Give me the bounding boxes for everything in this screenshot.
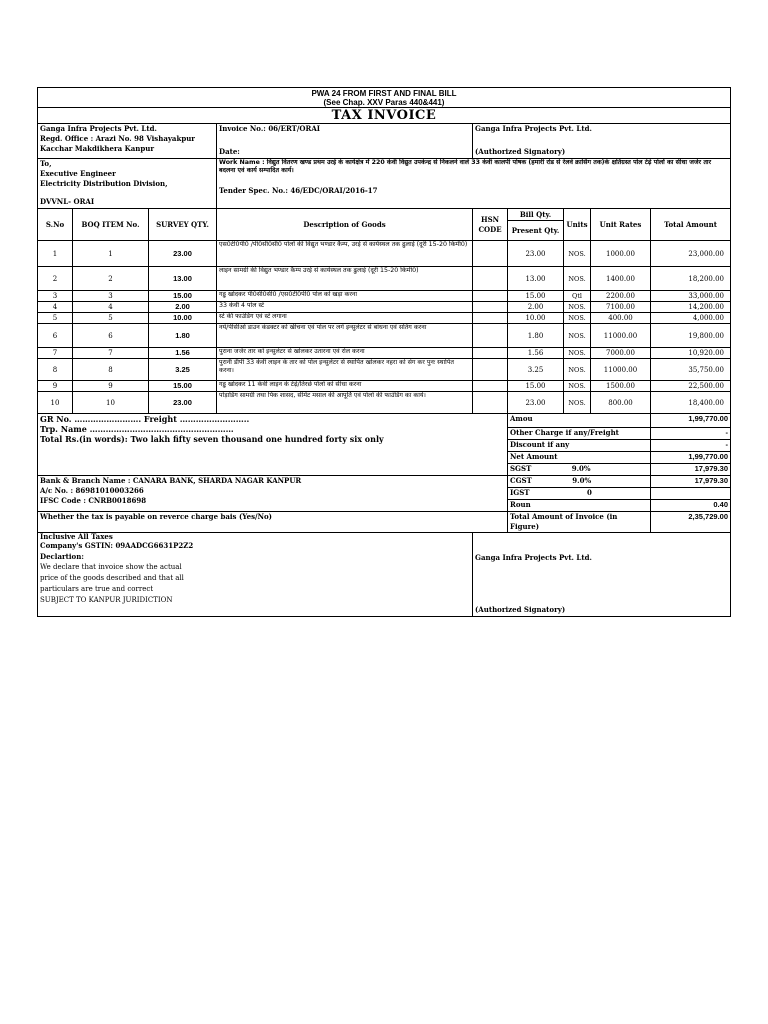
item-survey-qty: 23.00: [149, 392, 217, 414]
item-boq: 1: [73, 241, 149, 267]
amount-label: Amou: [508, 414, 651, 428]
item-present-qty: 13.00: [508, 267, 564, 291]
right-company-name: Ganga Infra Projects Pvt. Ltd.: [475, 124, 592, 133]
item-units: NOS.: [564, 381, 591, 392]
col-unit-rate: Unit Rates: [591, 209, 651, 241]
igst-value: [651, 488, 731, 500]
declaration-line3: particulars are true and correct: [40, 585, 154, 593]
item-units: NOS.: [564, 313, 591, 324]
item-present-qty: 23.00: [508, 241, 564, 267]
item-sno: 9: [38, 381, 73, 392]
col-bill-qty: Bill Qty.: [508, 209, 564, 221]
item-present-qty: 23.00: [508, 392, 564, 414]
item-sno: 4: [38, 302, 73, 313]
item-description: पुराना जर्जर तार को इन्सुलेटर से खोलकर उतारना एवं रोल करना: [217, 348, 473, 359]
footer-authorized-signatory: (Authorized Signatory): [475, 605, 566, 614]
item-present-qty: 15.00: [508, 381, 564, 392]
item-units: Qtl: [564, 291, 591, 302]
invoice-meta: [217, 124, 473, 159]
item-survey-qty: 1.56: [149, 348, 217, 359]
item-units: NOS.: [564, 348, 591, 359]
item-total-amount: 33,000.00: [651, 291, 731, 302]
total-invoice-label: Total Amount of Invoice (in Figure): [508, 512, 651, 533]
footer-company-name: Ganga Infra Projects Pvt. Ltd.: [475, 553, 592, 562]
item-hsn: [473, 313, 508, 324]
igst-label: [508, 488, 651, 500]
amount-value: 1,99,770.00: [651, 414, 731, 428]
seller-block: [38, 124, 217, 159]
cgst-value: 17,979.30: [651, 476, 731, 488]
item-total-amount: 19,800.00: [651, 324, 731, 348]
item-hsn: [473, 348, 508, 359]
item-units: NOS.: [564, 392, 591, 414]
round-value: 0.40: [651, 500, 731, 512]
table-row: [38, 302, 731, 313]
item-survey-qty: 2.00: [149, 302, 217, 313]
item-boq: 5: [73, 313, 149, 324]
item-unit-rate: 800.00: [591, 392, 651, 414]
item-total-amount: 35,750.00: [651, 359, 731, 381]
col-description: Description of Goods: [217, 209, 473, 241]
item-description: 33 केवी 4 पोल स्टे: [217, 302, 473, 313]
item-survey-qty: 10.00: [149, 313, 217, 324]
item-description: नये/पीसीओ डाउन कंडक्टर को खींचना एवं पोल पर लगे इन्सुलेटर से बांधना एवं सतिंग करना: [217, 324, 473, 348]
item-present-qty: 10.00: [508, 313, 564, 324]
item-survey-qty: 3.25: [149, 359, 217, 381]
recipient-line3: DVVNL- ORAI: [40, 197, 95, 206]
sgst-rate: 9.0%: [571, 464, 591, 473]
table-row: [38, 381, 731, 392]
bank-block: [38, 476, 508, 512]
item-unit-rate: 1500.00: [591, 381, 651, 392]
col-present-qty: Present Qty.: [508, 221, 564, 241]
igst-rate: 0: [586, 488, 592, 497]
item-boq: 10: [73, 392, 149, 414]
col-hsn: HSN CODE: [473, 209, 508, 241]
table-row: [38, 267, 731, 291]
work-name: Work Name : विद्युत वितरण खण्ड प्रथम उरई के कार्यक्षेत्र में 220 केवी विद्युत उपकेन्द्र से निकलने वाले 33 केवी कालपी पोषक (हमारी रोड से रेलवे क्रासिंग तक)के क्षतिग्रस्त पोल टेढ़े पोलों का सीधा जर्जर तार बदलना एवं कार्य सम्पादित कार्य।: [219, 159, 712, 174]
regd-office: Regd. Office : Arazi No. 98 Vishayakpur: [40, 134, 195, 143]
recipient-line2: Electricity Distribution Division,: [40, 179, 168, 188]
item-total-amount: 14,200.00: [651, 302, 731, 313]
item-sno: 7: [38, 348, 73, 359]
item-survey-qty: 15.00: [149, 381, 217, 392]
item-total-amount: 10,920.00: [651, 348, 731, 359]
item-rows: [38, 241, 731, 414]
discount-value: -: [651, 440, 731, 452]
reverse-charge: Whether the tax is payable on reverce charge bais (Yes/No): [38, 512, 508, 533]
item-total-amount: 4,000.00: [651, 313, 731, 324]
inclusive-taxes: Inclusive All Taxes: [40, 532, 113, 541]
tax-invoice-sheet: [37, 87, 730, 617]
item-hsn: [473, 359, 508, 381]
declaration-line1: We declare that invoice show the actual: [40, 563, 182, 571]
round-label: Roun: [508, 500, 651, 512]
col-survey: SURVEY QTY.: [149, 209, 217, 241]
form-header: [38, 88, 731, 108]
total-in-words: Total Rs.(in words): Two lakh fifty seven thousand one hundred forty six only: [40, 434, 384, 444]
to-label: To,: [40, 159, 52, 168]
item-unit-rate: 11000.00: [591, 324, 651, 348]
other-charge-label: Other Charge if any/Freight: [508, 428, 651, 440]
declaration-block: [38, 533, 473, 617]
col-units: Units: [564, 209, 591, 241]
transport-block: [38, 414, 508, 476]
table-row: [38, 241, 731, 267]
item-hsn: [473, 392, 508, 414]
col-sno: S.No: [38, 209, 73, 241]
item-hsn: [473, 267, 508, 291]
table-row: [38, 348, 731, 359]
col-total-amount: Total Amount: [651, 209, 731, 241]
item-boq: 9: [73, 381, 149, 392]
item-description: पुरानी डीपी 33 केवी लाइन के तार को पोल इन्सुलेटर से स्थापित खोलकर नहरा को सेग कर पुनः स्थापित करना।: [217, 359, 473, 381]
item-hsn: [473, 381, 508, 392]
ifsc-code: IFSC Code : CNRB0018698: [40, 496, 147, 505]
item-present-qty: 15.00: [508, 291, 564, 302]
item-hsn: [473, 324, 508, 348]
net-amount-label: Net Amount: [508, 452, 651, 464]
item-sno: 3: [38, 291, 73, 302]
transporter-name: Trp. Name ………………………………………………: [40, 424, 234, 434]
discount-label: Discount if any: [508, 440, 651, 452]
item-unit-rate: 1000.00: [591, 241, 651, 267]
item-sno: 8: [38, 359, 73, 381]
table-row: [38, 392, 731, 414]
item-unit-rate: 1400.00: [591, 267, 651, 291]
item-units: NOS.: [564, 241, 591, 267]
item-hsn: [473, 291, 508, 302]
item-description: गड्ढ खोदकर पी0सी0सी0 /एस0टी0पी0 पोल को खड़ा करना: [217, 291, 473, 302]
invoice-number: Invoice No.: 06/ERT/ORAI: [219, 124, 321, 133]
item-hsn: [473, 302, 508, 313]
item-boq: 4: [73, 302, 149, 313]
item-boq: 3: [73, 291, 149, 302]
item-survey-qty: 15.00: [149, 291, 217, 302]
item-unit-rate: 7000.00: [591, 348, 651, 359]
account-number: A/c No. : 86981010003266: [40, 486, 144, 495]
item-units: NOS.: [564, 267, 591, 291]
item-present-qty: 3.25: [508, 359, 564, 381]
sgst-name: SGST: [510, 464, 532, 473]
footer-sign-block: [473, 533, 731, 617]
cgst-rate: 9.0%: [572, 476, 592, 485]
seller-sign-block: [473, 124, 731, 159]
tender-spec: Tender Spec. No.: 46/EDC/ORAI/2016-17: [219, 186, 378, 195]
item-units: NOS.: [564, 324, 591, 348]
item-boq: 2: [73, 267, 149, 291]
item-unit-rate: 400.00: [591, 313, 651, 324]
authorized-signatory: (Authorized Signatory): [475, 147, 566, 156]
item-present-qty: 1.80: [508, 324, 564, 348]
invoice-table: [37, 87, 731, 617]
total-invoice-value: 2,35,729.00: [651, 512, 731, 533]
item-boq: 6: [73, 324, 149, 348]
item-present-qty: 1.56: [508, 348, 564, 359]
item-description: पोड़ाडिंग सामग्री तथा पिक शासद, सीमेंट मसाल की आपूर्ति एवं पोलो की फाउंडिंग का कार्य।: [217, 392, 473, 414]
company-gstin: Company's GSTIN: 09AADCG6631P2Z2: [40, 541, 194, 550]
item-survey-qty: 1.80: [149, 324, 217, 348]
net-amount-value: 1,99,770.00: [651, 452, 731, 464]
invoice-date: Date:: [219, 147, 240, 156]
recipient-line1: Executive Engineer: [40, 169, 116, 178]
bank-name: Bank & Branch Name : CANARA BANK, SHARDA NAGAR KANPUR: [40, 476, 302, 485]
regd-office-line2: Kacchar Makdikhera Kanpur: [40, 144, 155, 153]
item-total-amount: 18,400.00: [651, 392, 731, 414]
item-description: गड्ढ खोदकर 11 केवी लाइन के टेढ़े/तिरछे पोलो को सीधा करना: [217, 381, 473, 392]
item-units: NOS.: [564, 359, 591, 381]
item-boq: 7: [73, 348, 149, 359]
invoice-title: TAX INVOICE: [38, 108, 731, 124]
item-unit-rate: 7100.00: [591, 302, 651, 313]
seller-name: Ganga Infra Projects Pvt. Ltd.: [40, 124, 157, 133]
item-sno: 6: [38, 324, 73, 348]
declaration-line2: price of the goods described and that all: [40, 574, 184, 582]
table-row: [38, 359, 731, 381]
item-units: NOS.: [564, 302, 591, 313]
item-hsn: [473, 241, 508, 267]
item-description: लाइन सामग्री की विद्युत भण्डार कैम्प उरई से कार्यस्थल तक ढुलाई (दूरी 15-20 किमी0): [217, 267, 473, 291]
sgst-label: [508, 464, 651, 476]
cgst-label: [508, 476, 651, 488]
item-survey-qty: 23.00: [149, 241, 217, 267]
item-sno: 1: [38, 241, 73, 267]
work-block: [217, 159, 731, 209]
table-row: [38, 291, 731, 302]
item-survey-qty: 13.00: [149, 267, 217, 291]
item-sno: 2: [38, 267, 73, 291]
item-sno: 10: [38, 392, 73, 414]
form-line2: (See Chap. XXV Paras 440&441): [323, 97, 445, 107]
item-description: एस0टी0पी0 /पी0सी0सी0 पोलों की विद्युत भण्डार कैम्प, उरई से कार्यस्थल तक ढुलाई (दूरी 15-20 किमी0): [217, 241, 473, 267]
item-total-amount: 18,200.00: [651, 267, 731, 291]
item-total-amount: 22,500.00: [651, 381, 731, 392]
declaration-title: Declartion:: [40, 552, 84, 561]
form-line1: PWA 24 FROM FIRST AND FINAL BILL: [311, 88, 457, 98]
item-unit-rate: 11000.00: [591, 359, 651, 381]
item-present-qty: 2.00: [508, 302, 564, 313]
table-row: [38, 313, 731, 324]
col-boq: BOQ ITEM No.: [73, 209, 149, 241]
item-unit-rate: 2200.00: [591, 291, 651, 302]
cgst-name: CGST: [510, 476, 532, 485]
table-row: [38, 324, 731, 348]
item-total-amount: 23,000.00: [651, 241, 731, 267]
item-boq: 8: [73, 359, 149, 381]
item-sno: 5: [38, 313, 73, 324]
gr-number: GR No. ……………………. Freight ……………………..: [40, 414, 250, 424]
sgst-value: 17,979.30: [651, 464, 731, 476]
other-charge-value: -: [651, 428, 731, 440]
jurisdiction: SUBJECT TO KANPUR JURIDICTION: [40, 596, 173, 604]
igst-name: IGST: [510, 488, 530, 497]
item-description: स्टे की फाउंडिंग एवं स्टे लगाना: [217, 313, 473, 324]
recipient-block: [38, 159, 217, 209]
